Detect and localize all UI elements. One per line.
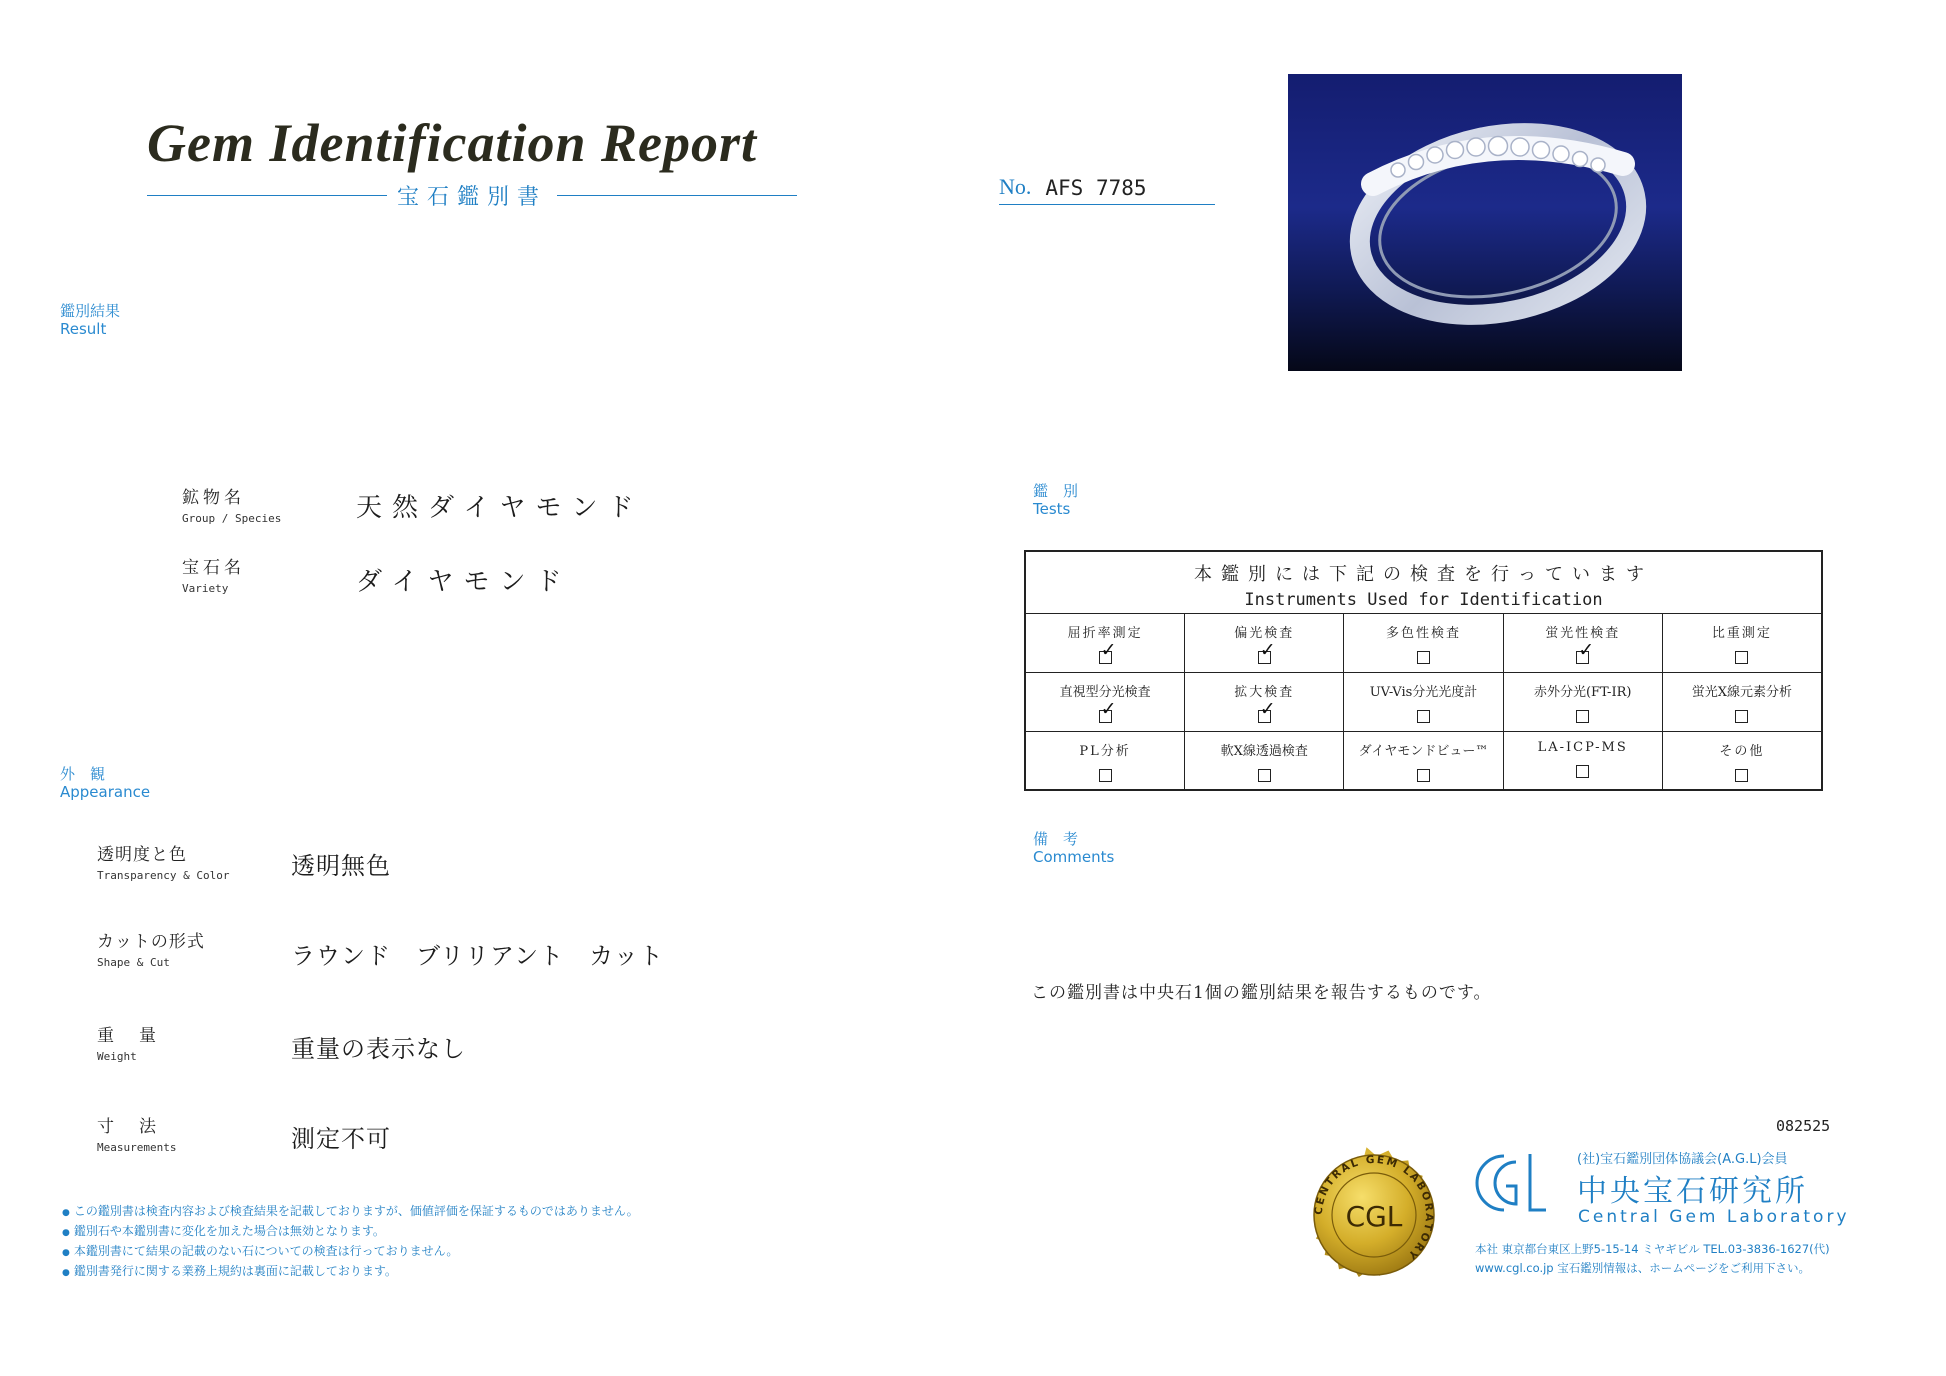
test-cell — [1026, 673, 1185, 731]
field-measurements-label: 寸 法 — [97, 1117, 160, 1137]
tests-label-jp: 鑑 別 — [1033, 482, 1079, 500]
field-cut-label: カットの形式 — [97, 932, 205, 952]
test-name: PL分析 — [1079, 744, 1131, 759]
test-cell — [1185, 614, 1344, 672]
test-checkbox — [1417, 769, 1430, 782]
tests-section-label — [1033, 482, 1078, 518]
test-name: 直視型分光検査 — [1059, 685, 1151, 700]
test-checkbox — [1099, 769, 1112, 782]
report-subtitle: 宝石鑑別書 — [397, 184, 548, 210]
tests-label-en: Tests — [1033, 500, 1071, 518]
appearance-label-jp: 外 観 — [60, 765, 106, 783]
disclaimer-notes — [62, 1202, 822, 1282]
test-cell — [1026, 614, 1185, 672]
test-cell — [1504, 673, 1663, 731]
field-weight-value: 重量の表示なし — [291, 1035, 466, 1063]
subtitle-rule-right — [557, 195, 797, 196]
test-name: 屈折率測定 — [1067, 626, 1143, 641]
tests-row — [1026, 673, 1821, 732]
test-cell — [1663, 732, 1821, 791]
result-label-en: Result — [60, 320, 107, 338]
cgl-logo-icon — [1474, 1148, 1549, 1218]
test-checkbox — [1576, 765, 1589, 778]
comment-text: この鑑別書は中央石1個の鑑別結果を報告するものです。 — [1031, 983, 1492, 1003]
field-species-label-en: Group / Species — [182, 512, 282, 525]
field-weight-label-en: Weight — [97, 1050, 137, 1063]
test-checkbox — [1735, 769, 1748, 782]
test-checkbox — [1576, 639, 1595, 664]
check-icon: ✓ — [1259, 698, 1276, 720]
field-measurements — [97, 1112, 176, 1154]
test-name: UV-Vis分光光度計 — [1369, 685, 1478, 700]
field-cut — [97, 927, 205, 969]
test-name: 蛍光性検査 — [1545, 626, 1621, 641]
cgl-name-en: Central Gem Laboratory — [1578, 1207, 1850, 1227]
test-name: LA-ICP-MS — [1537, 740, 1628, 755]
appearance-label-en: Appearance — [60, 783, 151, 801]
report-subtitle-row — [147, 180, 797, 210]
check-icon: ✓ — [1259, 639, 1276, 661]
test-cell — [1344, 673, 1503, 731]
tests-table — [1024, 550, 1823, 791]
tests-row — [1026, 614, 1821, 673]
test-checkbox — [1576, 710, 1589, 723]
test-cell — [1504, 732, 1663, 791]
field-species-value: 天然ダイヤモンド — [356, 493, 644, 523]
seal-logo-text: CGL — [1345, 1200, 1403, 1233]
field-variety-label-en: Variety — [182, 582, 229, 595]
tests-header-jp: 本鑑別には下記の検査を行っています — [1194, 564, 1653, 585]
serial-number: 082525 — [1776, 1117, 1831, 1135]
report-number-row — [999, 175, 1215, 205]
appearance-section-label — [60, 765, 150, 801]
test-name: 多色性検査 — [1386, 626, 1462, 641]
report-number-label: No. — [999, 174, 1032, 199]
test-cell — [1344, 732, 1503, 791]
field-color-label: 透明度と色 — [97, 845, 187, 865]
field-weight — [97, 1021, 160, 1063]
seal-ring-text: CENTRAL GEM LABORATORY — [1312, 1153, 1436, 1263]
test-checkbox — [1258, 639, 1276, 664]
field-weight-label: 重 量 — [97, 1026, 160, 1046]
tests-table-header — [1026, 552, 1821, 614]
tests-header-en: Instruments Used for Identification — [1244, 590, 1603, 610]
test-checkbox — [1735, 710, 1748, 723]
note-item: ● 鑑別書発行に関する業務上規約は裏面に記載しております。 — [62, 1262, 822, 1282]
field-color-label-en: Transparency & Color — [97, 869, 230, 882]
tests-row — [1026, 732, 1821, 791]
field-variety — [182, 553, 245, 595]
field-species-label: 鉱物名 — [182, 488, 245, 508]
field-variety-label: 宝石名 — [182, 558, 245, 578]
comments-section-label — [1033, 830, 1114, 866]
note-item: ● 鑑別石や本鑑別書に変化を加えた場合は無効となります。 — [62, 1222, 822, 1242]
gold-seal — [1299, 1140, 1449, 1290]
test-cell — [1185, 673, 1344, 731]
test-checkbox — [1258, 698, 1276, 723]
field-measurements-label-en: Measurements — [97, 1141, 177, 1154]
field-cut-value: ラウンド ブリリアント カット — [291, 942, 664, 970]
cgl-member-text: (社)宝石鑑別団体協議会(A.G.L)会員 — [1577, 1152, 1788, 1167]
field-measurements-value: 測定不可 — [291, 1125, 391, 1153]
comments-label-en: Comments — [1033, 848, 1115, 866]
test-name: その他 — [1719, 744, 1765, 759]
field-color-value: 透明無色 — [291, 852, 391, 880]
field-species — [182, 483, 281, 525]
ring-image — [1288, 74, 1682, 371]
test-name: 拡大検査 — [1234, 685, 1295, 700]
result-section-label — [60, 302, 120, 338]
test-cell — [1185, 732, 1344, 791]
check-icon: ✓ — [1578, 639, 1595, 661]
test-cell — [1663, 673, 1821, 731]
gem-photo — [1288, 74, 1682, 371]
cgl-name-jp: 中央宝石研究所 — [1577, 1174, 1808, 1209]
report-number-value: AFS 7785 — [1045, 176, 1147, 200]
note-item: ● 本鑑別書にて結果の記載のない石についての検査は行っておりません。 — [62, 1242, 822, 1262]
test-name: 偏光検査 — [1234, 626, 1295, 641]
test-checkbox — [1099, 639, 1117, 664]
cgl-address: 本社 東京都台東区上野5-15-14 ミヤギビル TEL.03-3836-1627(代) — [1475, 1242, 1830, 1256]
test-cell — [1504, 614, 1663, 672]
field-variety-value: ダイヤモンド — [356, 567, 572, 597]
test-name: 蛍光X線元素分析 — [1691, 685, 1793, 700]
test-name: 比重測定 — [1711, 626, 1772, 641]
test-name: 軟X線透過検査 — [1220, 744, 1308, 759]
note-item: ● この鑑別書は検査内容および検査結果を記載しておりますが、価値評価を保証するものではありません。 — [62, 1202, 822, 1222]
report-title: Gem Identification Report — [147, 113, 757, 173]
check-icon: ✓ — [1100, 639, 1117, 661]
test-cell — [1663, 614, 1821, 672]
test-checkbox — [1417, 710, 1430, 723]
field-color — [97, 840, 229, 882]
test-checkbox — [1258, 769, 1271, 782]
cgl-web-link[interactable]: www.cgl.co.jp 宝石鑑別情報は、ホームページをご利用下さい。 — [1475, 1261, 1811, 1275]
test-name: ダイヤモンドビュー™ — [1358, 744, 1489, 759]
comments-label-jp: 備 考 — [1033, 830, 1079, 848]
test-checkbox — [1417, 651, 1430, 664]
test-cell — [1026, 732, 1185, 791]
check-icon: ✓ — [1100, 698, 1117, 720]
seal-icon — [1299, 1140, 1449, 1290]
result-label-jp: 鑑別結果 — [60, 302, 121, 320]
field-cut-label-en: Shape & Cut — [97, 956, 170, 969]
test-cell — [1344, 614, 1503, 672]
test-checkbox — [1735, 651, 1748, 664]
test-name: 赤外分光(FT-IR) — [1533, 685, 1632, 700]
test-checkbox — [1099, 698, 1117, 723]
subtitle-rule-left — [147, 195, 387, 196]
